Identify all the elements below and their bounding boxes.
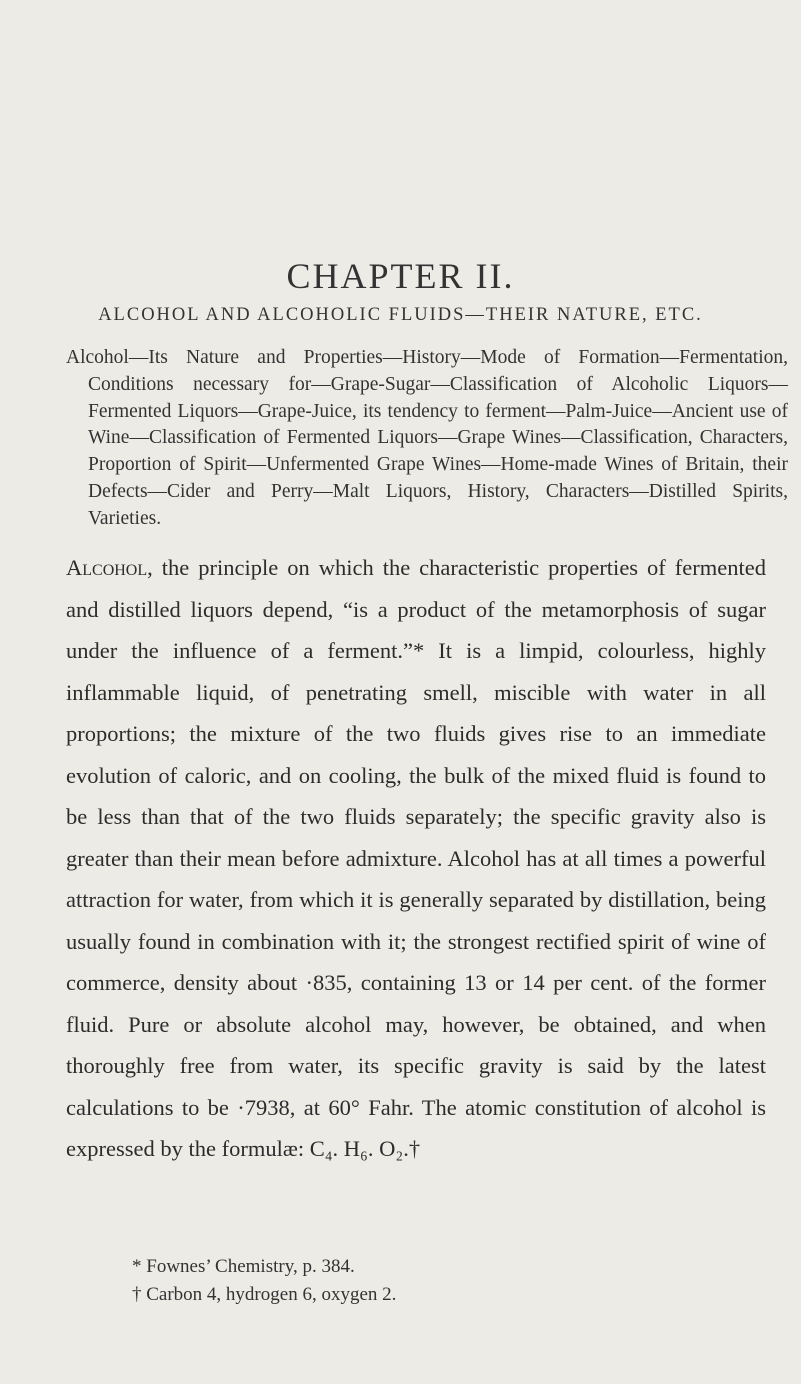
- footnote-2: † Carbon 4, hydrogen 6, oxygen 2.: [132, 1284, 397, 1305]
- chapter-title: CHAPTER II.: [286, 256, 515, 296]
- body-paragraph: [66, 547, 766, 1170]
- lead-word: Alcohol: [66, 555, 148, 580]
- chapter-synopsis: Alcohol—Its Nature and Properties—History—Mode of Formation—Fermentation, Conditions necessary for—Grape-Sugar—Classification of Alcoholic Liquors—Fermented Liquors—Grape-Juice, its tendency to ferment—Palm-Juice—Ancient use of Wine—Classification of Fermented Liquors—Grape Wines—Classification, Characters, Proportion of Spirit—Unfermented Grape Wines—Home-made Wines of Britain, their Defects—Cider and Perry—Malt Liquors, History, Characters—Distilled Spirits, Varieties.: [66, 347, 788, 529]
- paragraph-text: , the principle on which the characteristic properties of fermented and distilled liquors depend, “is a product of the metamorphosis of sugar under the influence of a ferment.”* It is a limpid, colourless, highly inflammable liquid, of penetrating smell, miscible with water in all proportions; the mixture of the two fluids gives rise to an immediate evolution of caloric, and on cooling, the bulk of the mixed fluid is found to be less than that of the two fluids separately; the specific gravity also is greater than their mean before admixture. Alcohol has at all times a powerful attraction for water, from which it is generally separated by distillation, being usually found in combination with it; the strongest rectified spirit of wine of commerce, density about ·835, containing 13 or 14 per cent. of the former fluid. Pure or absolute alcohol may, however, be obtained, and when thoroughly free from water, its specific gravity is said by the latest calculations to be ·7938, at 60° Fahr. The atomic constitution of alcohol is expressed by the formulæ: C₄. H₆. O₂.†: [66, 555, 766, 1161]
- footnotes: [132, 1253, 772, 1309]
- footnote-1: * Fownes’ Chemistry, p. 384.: [132, 1256, 355, 1277]
- chapter-subtitle: ALCOHOL AND ALCOHOLIC FLUIDS—THEIR NATURE, ETC.: [98, 305, 703, 325]
